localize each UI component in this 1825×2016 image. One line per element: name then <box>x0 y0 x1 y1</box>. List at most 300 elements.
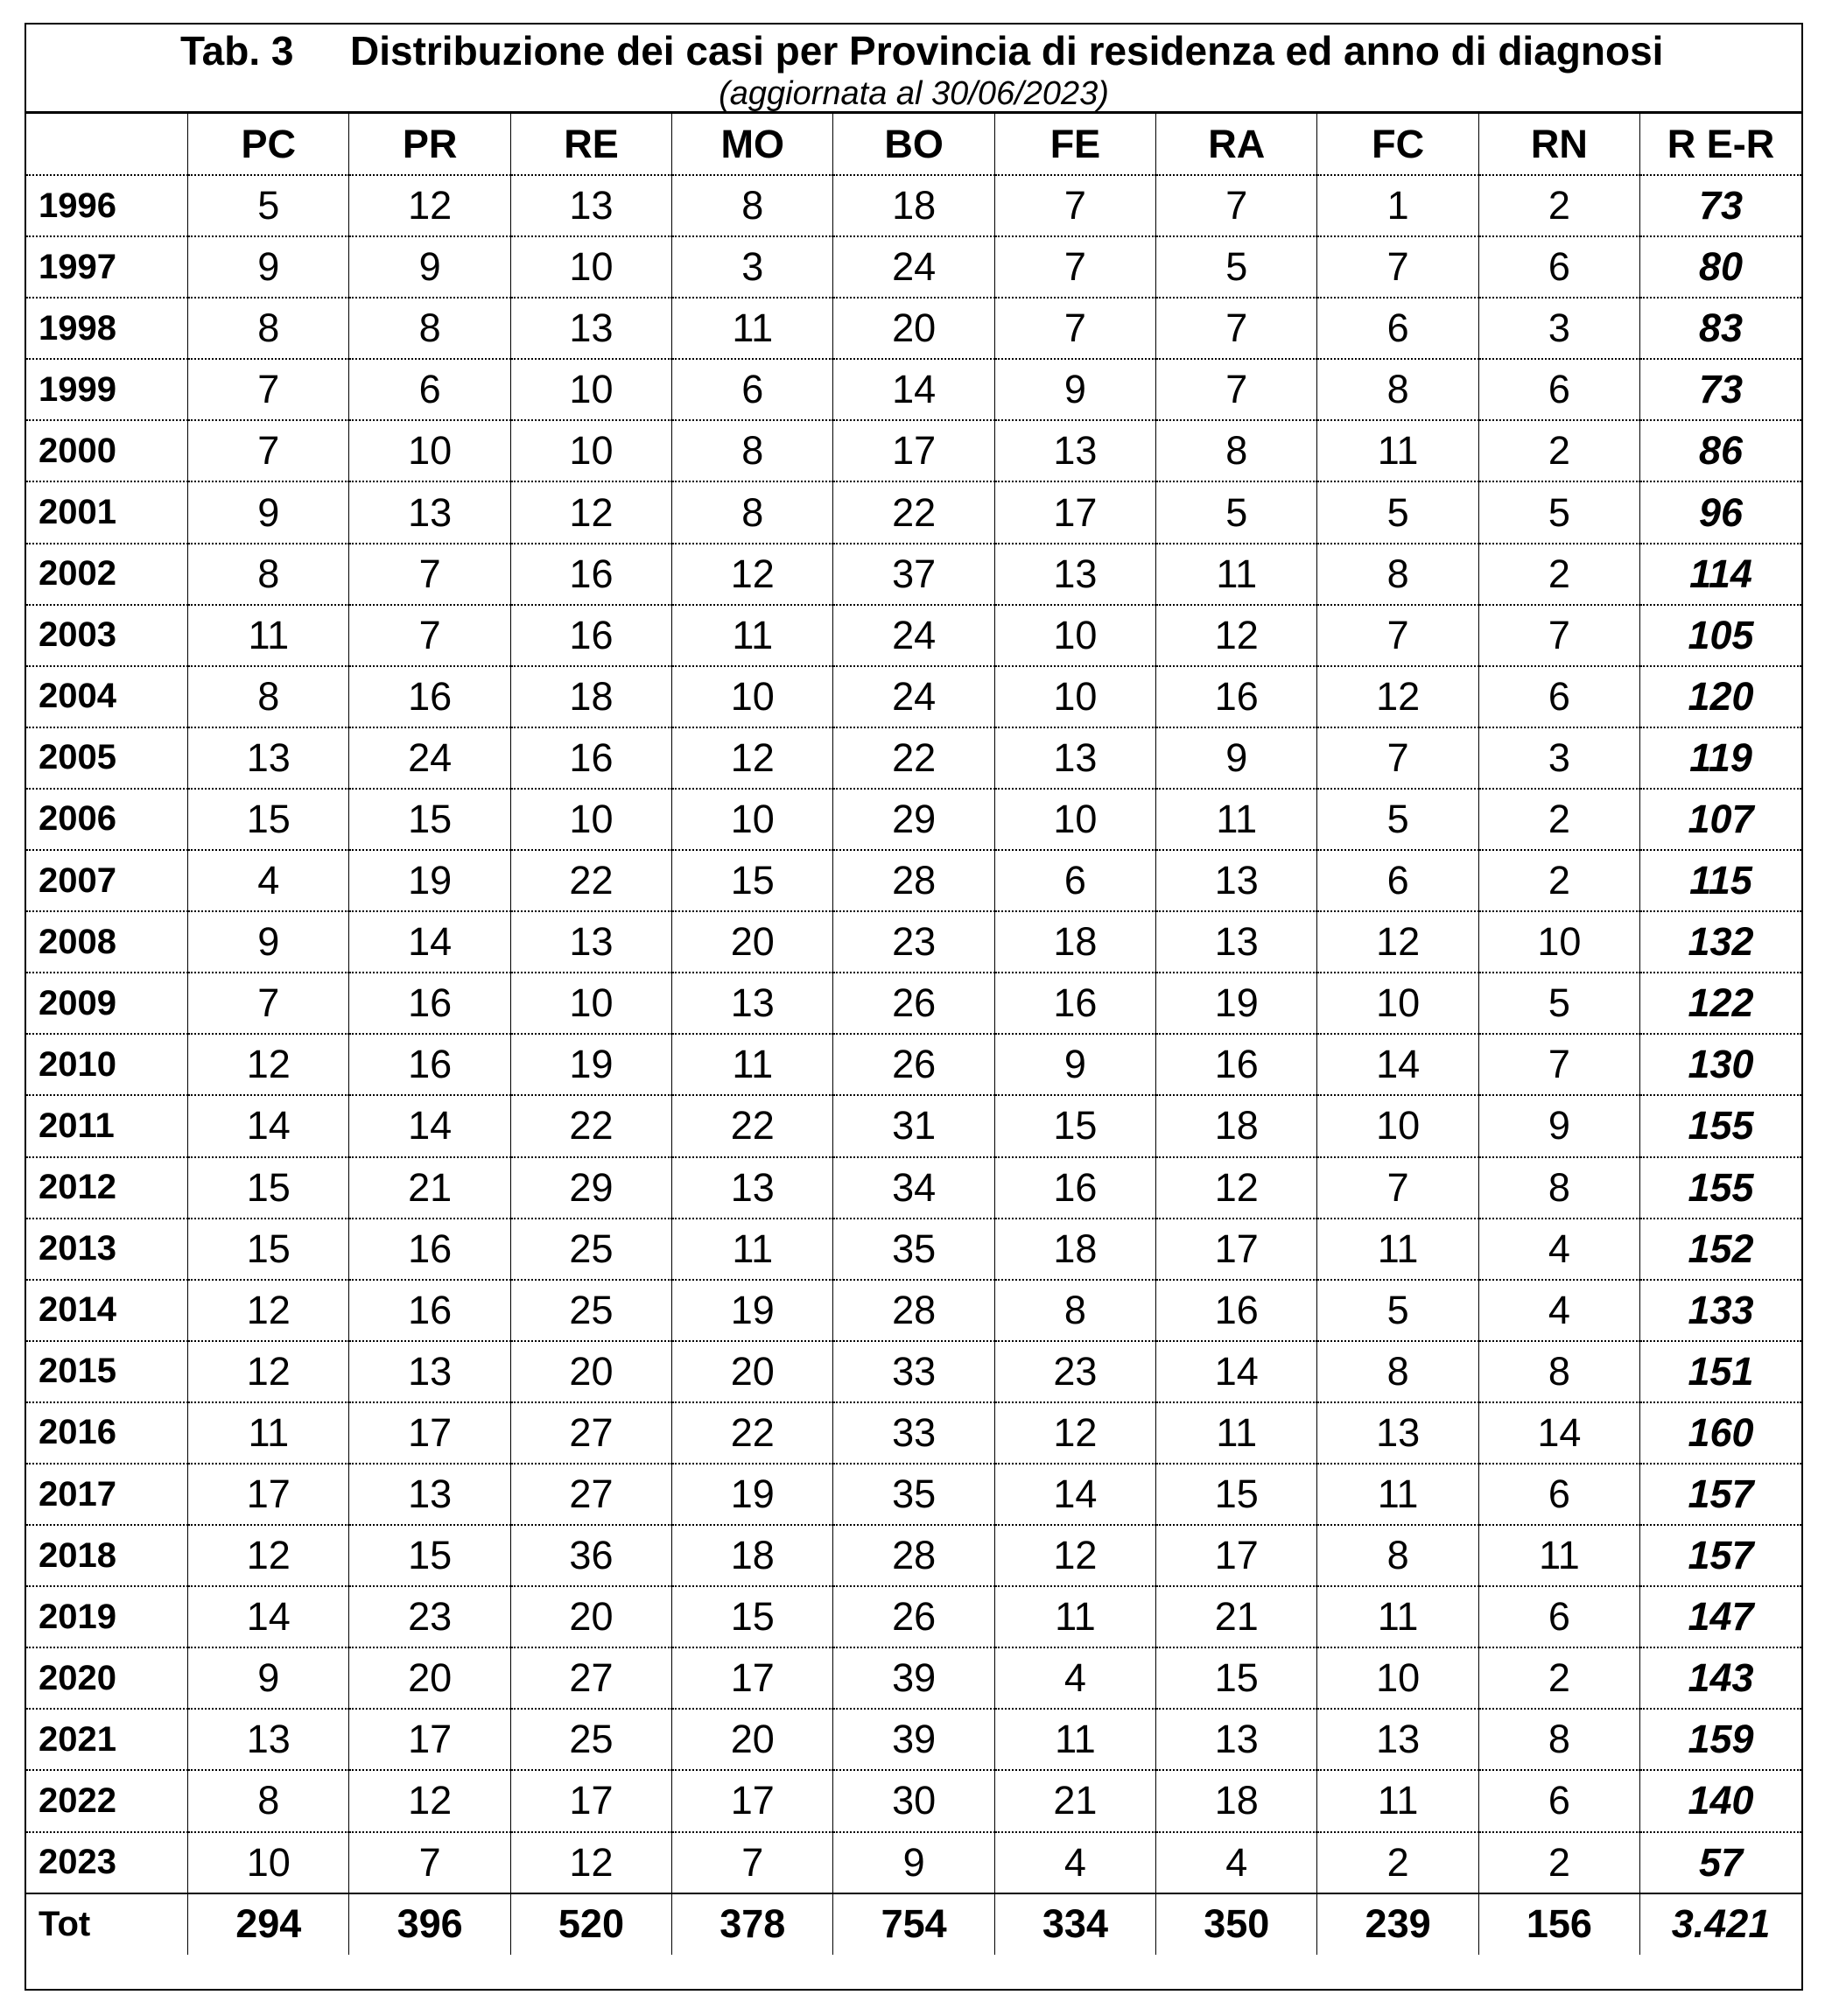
table-cell: 16 <box>349 973 510 1034</box>
table-row <box>26 420 1801 481</box>
table-frame <box>25 23 1803 1991</box>
table-cell: 11 <box>1317 1770 1478 1831</box>
region-total-cell: 160 <box>1640 1402 1801 1464</box>
table-cell: 9 <box>349 236 510 298</box>
table-cell: 13 <box>1317 1402 1478 1464</box>
table-cell: 12 <box>994 1402 1155 1464</box>
table-cell: 20 <box>349 1647 510 1709</box>
table-cell: 7 <box>1156 175 1317 236</box>
table-cell: 20 <box>672 1341 833 1402</box>
table-cell: 31 <box>833 1095 994 1156</box>
region-total-cell: 132 <box>1640 911 1801 973</box>
table-cell: 25 <box>510 1219 671 1280</box>
table-cell: 33 <box>833 1402 994 1464</box>
region-total-cell: 73 <box>1640 359 1801 420</box>
table-row <box>26 1709 1801 1770</box>
table-cell: 8 <box>1478 1341 1639 1402</box>
table-cell: 7 <box>994 175 1155 236</box>
table-cell: 20 <box>672 1709 833 1770</box>
table-cell: 10 <box>994 605 1155 666</box>
table-cell: 39 <box>833 1647 994 1709</box>
table-row <box>26 1280 1801 1341</box>
table-row <box>26 175 1801 236</box>
table-cell: 15 <box>188 789 349 850</box>
table-cell: 24 <box>833 666 994 727</box>
table-cell: 5 <box>1478 973 1639 1034</box>
table-row <box>26 236 1801 298</box>
table-cell: 7 <box>188 359 349 420</box>
year-cell: 2000 <box>26 420 188 481</box>
table-cell: 13 <box>188 1709 349 1770</box>
table-cell: 6 <box>1317 850 1478 911</box>
table-cell: 13 <box>1317 1709 1478 1770</box>
year-cell: 2009 <box>26 973 188 1034</box>
table-cell: 10 <box>510 973 671 1034</box>
table-cell: 8 <box>1478 1709 1639 1770</box>
year-cell: 2012 <box>26 1157 188 1219</box>
table-cell: 34 <box>833 1157 994 1219</box>
table-cell: 15 <box>672 1586 833 1647</box>
table-cell: 17 <box>672 1647 833 1709</box>
table-cell: 11 <box>1156 1402 1317 1464</box>
table-title: Distribuzione dei casi per Provincia di residenza ed anno di diagnosi <box>350 28 1664 74</box>
year-cell: 2005 <box>26 727 188 789</box>
table-cell: 11 <box>994 1709 1155 1770</box>
table-cell: 16 <box>510 605 671 666</box>
table-cell: 11 <box>1156 544 1317 605</box>
table-cell: 11 <box>1156 789 1317 850</box>
year-cell: 2003 <box>26 605 188 666</box>
table-cell: 7 <box>1317 236 1478 298</box>
table-cell: 19 <box>349 850 510 911</box>
table-cell: 11 <box>188 1402 349 1464</box>
table-cell: 7 <box>994 298 1155 359</box>
table-cell: 17 <box>1156 1219 1317 1280</box>
table-cell: 7 <box>349 544 510 605</box>
table-cell: 17 <box>672 1770 833 1831</box>
table-cell: 12 <box>1317 666 1478 727</box>
table-cell: 28 <box>833 850 994 911</box>
table-cell: 8 <box>672 175 833 236</box>
table-cell: 17 <box>1156 1525 1317 1586</box>
table-cell: 14 <box>833 359 994 420</box>
region-total-cell: 151 <box>1640 1341 1801 1402</box>
table-cell: 5 <box>1317 1280 1478 1341</box>
table-cell: 12 <box>1317 911 1478 973</box>
table-cell: 15 <box>349 1525 510 1586</box>
table-cell: 22 <box>510 850 671 911</box>
table-cell: 9 <box>833 1832 994 1893</box>
table-cell: 13 <box>349 1464 510 1525</box>
table-cell: 4 <box>1156 1832 1317 1893</box>
table-cell: 33 <box>833 1341 994 1402</box>
table-cell: 10 <box>994 789 1155 850</box>
column-header: PR <box>349 114 510 175</box>
total-cell: 294 <box>188 1893 349 1955</box>
table-cell: 23 <box>994 1341 1155 1402</box>
total-cell: 350 <box>1156 1893 1317 1955</box>
table-cell: 4 <box>1478 1219 1639 1280</box>
table-cell: 16 <box>1156 666 1317 727</box>
region-total-cell: 147 <box>1640 1586 1801 1647</box>
table-cell: 17 <box>188 1464 349 1525</box>
region-total-cell: 133 <box>1640 1280 1801 1341</box>
table-cell: 13 <box>672 1157 833 1219</box>
table-cell: 4 <box>994 1647 1155 1709</box>
year-cell: 2019 <box>26 1586 188 1647</box>
table-cell: 7 <box>1317 727 1478 789</box>
table-cell: 17 <box>994 481 1155 543</box>
total-cell: 239 <box>1317 1893 1478 1955</box>
table-cell: 24 <box>833 236 994 298</box>
table-cell: 10 <box>510 789 671 850</box>
table-cell: 13 <box>1156 1709 1317 1770</box>
table-cell: 7 <box>1317 1157 1478 1219</box>
table-cell: 16 <box>349 1034 510 1095</box>
table-cell: 14 <box>1317 1034 1478 1095</box>
table-row <box>26 1341 1801 1402</box>
table-cell: 8 <box>188 544 349 605</box>
total-cell: 396 <box>349 1893 510 1955</box>
table-cell: 2 <box>1478 175 1639 236</box>
table-cell: 14 <box>349 911 510 973</box>
table-row <box>26 1525 1801 1586</box>
region-total-cell: 130 <box>1640 1034 1801 1095</box>
table-cell: 12 <box>349 175 510 236</box>
table-cell: 23 <box>833 911 994 973</box>
column-header: FE <box>994 114 1155 175</box>
year-cell: 2014 <box>26 1280 188 1341</box>
table-cell: 2 <box>1478 850 1639 911</box>
region-total-cell: 86 <box>1640 420 1801 481</box>
table-cell: 6 <box>1478 666 1639 727</box>
table-cell: 7 <box>349 1832 510 1893</box>
table-cell: 12 <box>188 1341 349 1402</box>
table-cell: 13 <box>994 544 1155 605</box>
total-row <box>26 1893 1801 1955</box>
table-cell: 14 <box>188 1095 349 1156</box>
table-cell: 28 <box>833 1280 994 1341</box>
table-row <box>26 850 1801 911</box>
table-cell: 13 <box>1156 911 1317 973</box>
year-cell: 1999 <box>26 359 188 420</box>
table-cell: 10 <box>510 420 671 481</box>
table-row <box>26 298 1801 359</box>
region-total-cell: 120 <box>1640 666 1801 727</box>
region-total-cell: 122 <box>1640 973 1801 1034</box>
year-cell: 1998 <box>26 298 188 359</box>
table-cell: 6 <box>349 359 510 420</box>
region-total-cell: 159 <box>1640 1709 1801 1770</box>
table-cell: 3 <box>1478 727 1639 789</box>
table-cell: 11 <box>994 1586 1155 1647</box>
table-row <box>26 1770 1801 1831</box>
year-cell: 2011 <box>26 1095 188 1156</box>
table-cell: 23 <box>349 1586 510 1647</box>
table-cell: 12 <box>1156 1157 1317 1219</box>
year-cell: 2001 <box>26 481 188 543</box>
table-row <box>26 1647 1801 1709</box>
table-row <box>26 544 1801 605</box>
table-cell: 6 <box>1478 1586 1639 1647</box>
table-row <box>26 911 1801 973</box>
table-cell: 35 <box>833 1464 994 1525</box>
table-cell: 12 <box>188 1034 349 1095</box>
table-cell: 22 <box>510 1095 671 1156</box>
table-cell: 16 <box>349 1280 510 1341</box>
table-cell: 35 <box>833 1219 994 1280</box>
title-block <box>26 25 1801 114</box>
region-total-cell: 157 <box>1640 1525 1801 1586</box>
region-total-cell: 96 <box>1640 481 1801 543</box>
table-cell: 37 <box>833 544 994 605</box>
year-cell: 2010 <box>26 1034 188 1095</box>
table-cell: 9 <box>1478 1095 1639 1156</box>
table-cell: 13 <box>188 727 349 789</box>
table-row <box>26 1464 1801 1525</box>
table-cell: 11 <box>672 1219 833 1280</box>
table-cell: 16 <box>994 973 1155 1034</box>
year-cell: 2022 <box>26 1770 188 1831</box>
header-corner-cell <box>26 114 188 175</box>
table-cell: 14 <box>349 1095 510 1156</box>
table-cell: 20 <box>510 1341 671 1402</box>
table-cell: 6 <box>994 850 1155 911</box>
year-cell: 2008 <box>26 911 188 973</box>
table-cell: 30 <box>833 1770 994 1831</box>
table-cell: 19 <box>1156 973 1317 1034</box>
region-total-cell: 83 <box>1640 298 1801 359</box>
table-cell: 18 <box>833 175 994 236</box>
table-cell: 25 <box>510 1709 671 1770</box>
column-header: BO <box>833 114 994 175</box>
table-cell: 12 <box>672 727 833 789</box>
table-cell: 15 <box>1156 1647 1317 1709</box>
region-total-cell: 157 <box>1640 1464 1801 1525</box>
year-cell: 2016 <box>26 1402 188 1464</box>
table-cell: 18 <box>672 1525 833 1586</box>
table-cell: 10 <box>994 666 1155 727</box>
year-cell: 2021 <box>26 1709 188 1770</box>
table-cell: 11 <box>1317 1219 1478 1280</box>
year-cell: 2013 <box>26 1219 188 1280</box>
table-cell: 5 <box>1317 789 1478 850</box>
column-header: PC <box>188 114 349 175</box>
year-cell: 2018 <box>26 1525 188 1586</box>
region-total-cell: 80 <box>1640 236 1801 298</box>
table-row <box>26 727 1801 789</box>
table-cell: 21 <box>349 1157 510 1219</box>
table-cell: 8 <box>188 666 349 727</box>
column-header: RN <box>1478 114 1639 175</box>
table-cell: 13 <box>994 727 1155 789</box>
table-row <box>26 1157 1801 1219</box>
table-cell: 8 <box>1317 1341 1478 1402</box>
table-cell: 21 <box>994 1770 1155 1831</box>
year-cell: 1996 <box>26 175 188 236</box>
table-cell: 12 <box>1156 605 1317 666</box>
table-row <box>26 605 1801 666</box>
table-cell: 11 <box>188 605 349 666</box>
table-row <box>26 1034 1801 1095</box>
table-cell: 7 <box>1156 298 1317 359</box>
table-cell: 8 <box>188 1770 349 1831</box>
table-cell: 5 <box>1156 481 1317 543</box>
table-subtitle: (aggiornata al 30/06/2023) <box>719 75 1109 112</box>
region-total-cell: 119 <box>1640 727 1801 789</box>
table-cell: 7 <box>188 420 349 481</box>
year-cell: 2007 <box>26 850 188 911</box>
table-row <box>26 789 1801 850</box>
table-cell: 13 <box>510 298 671 359</box>
column-header: FC <box>1317 114 1478 175</box>
table-row <box>26 1219 1801 1280</box>
table-cell: 6 <box>672 359 833 420</box>
table-cell: 14 <box>1478 1402 1639 1464</box>
table-cell: 13 <box>510 175 671 236</box>
table-cell: 15 <box>188 1219 349 1280</box>
table-cell: 25 <box>510 1280 671 1341</box>
region-total-cell: 115 <box>1640 850 1801 911</box>
table-cell: 8 <box>1156 420 1317 481</box>
table-cell: 22 <box>672 1402 833 1464</box>
table-cell: 28 <box>833 1525 994 1586</box>
table-cell: 20 <box>833 298 994 359</box>
table-cell: 22 <box>833 727 994 789</box>
table-cell: 12 <box>188 1280 349 1341</box>
table-cell: 12 <box>994 1525 1155 1586</box>
table-cell: 19 <box>672 1280 833 1341</box>
table-cell: 13 <box>349 481 510 543</box>
table-cell: 10 <box>349 420 510 481</box>
table-row <box>26 481 1801 543</box>
table-cell: 10 <box>1317 1095 1478 1156</box>
total-cell: 156 <box>1478 1893 1639 1955</box>
region-total-cell: 57 <box>1640 1832 1801 1893</box>
year-cell: 2002 <box>26 544 188 605</box>
column-header: MO <box>672 114 833 175</box>
table-cell: 7 <box>672 1832 833 1893</box>
table-cell: 9 <box>188 481 349 543</box>
table-cell: 22 <box>833 481 994 543</box>
table-cell: 16 <box>1156 1034 1317 1095</box>
table-cell: 11 <box>1478 1525 1639 1586</box>
table-cell: 8 <box>1478 1157 1639 1219</box>
table-cell: 27 <box>510 1464 671 1525</box>
table-cell: 6 <box>1317 298 1478 359</box>
year-cell: 2023 <box>26 1832 188 1893</box>
table-cell: 27 <box>510 1402 671 1464</box>
region-total-cell: 155 <box>1640 1095 1801 1156</box>
table-cell: 13 <box>349 1341 510 1402</box>
table-cell: 7 <box>1156 359 1317 420</box>
table-cell: 15 <box>349 789 510 850</box>
table-cell: 18 <box>510 666 671 727</box>
region-total-cell: 152 <box>1640 1219 1801 1280</box>
table-cell: 11 <box>672 1034 833 1095</box>
table-row <box>26 1402 1801 1464</box>
grand-total-cell: 3.421 <box>1640 1893 1801 1955</box>
table-cell: 6 <box>1478 1770 1639 1831</box>
cases-table <box>26 114 1801 1955</box>
table-cell: 1 <box>1317 175 1478 236</box>
table-cell: 18 <box>1156 1770 1317 1831</box>
year-cell: 1997 <box>26 236 188 298</box>
year-cell: 2015 <box>26 1341 188 1402</box>
table-cell: 21 <box>1156 1586 1317 1647</box>
table-cell: 15 <box>672 850 833 911</box>
table-row <box>26 359 1801 420</box>
table-cell: 6 <box>1478 359 1639 420</box>
table-cell: 10 <box>672 789 833 850</box>
table-cell: 29 <box>833 789 994 850</box>
table-cell: 20 <box>510 1586 671 1647</box>
table-row <box>26 1586 1801 1647</box>
region-total-cell: 114 <box>1640 544 1801 605</box>
table-cell: 11 <box>1317 1586 1478 1647</box>
table-cell: 8 <box>994 1280 1155 1341</box>
table-cell: 17 <box>349 1709 510 1770</box>
region-total-cell: 155 <box>1640 1157 1801 1219</box>
table-cell: 7 <box>1478 605 1639 666</box>
table-cell: 4 <box>994 1832 1155 1893</box>
table-cell: 10 <box>1478 911 1639 973</box>
table-cell: 8 <box>672 481 833 543</box>
table-cell: 15 <box>188 1157 349 1219</box>
table-row <box>26 1095 1801 1156</box>
table-cell: 3 <box>1478 298 1639 359</box>
region-total-cell: 140 <box>1640 1770 1801 1831</box>
year-cell: 2020 <box>26 1647 188 1709</box>
table-cell: 13 <box>1156 850 1317 911</box>
table-cell: 29 <box>510 1157 671 1219</box>
table-cell: 7 <box>349 605 510 666</box>
table-cell: 11 <box>672 605 833 666</box>
region-total-cell: 143 <box>1640 1647 1801 1709</box>
table-cell: 15 <box>994 1095 1155 1156</box>
table-cell: 18 <box>994 1219 1155 1280</box>
table-cell: 2 <box>1478 420 1639 481</box>
table-cell: 9 <box>188 911 349 973</box>
total-cell: 520 <box>510 1893 671 1955</box>
table-cell: 22 <box>672 1095 833 1156</box>
table-row <box>26 973 1801 1034</box>
table-cell: 7 <box>1478 1034 1639 1095</box>
table-cell: 8 <box>188 298 349 359</box>
table-cell: 10 <box>672 666 833 727</box>
region-total-cell: 73 <box>1640 175 1801 236</box>
table-cell: 5 <box>1478 481 1639 543</box>
table-cell: 12 <box>188 1525 349 1586</box>
table-cell: 13 <box>994 420 1155 481</box>
table-cell: 2 <box>1478 789 1639 850</box>
table-cell: 11 <box>672 298 833 359</box>
table-cell: 18 <box>994 911 1155 973</box>
table-row <box>26 1832 1801 1893</box>
table-cell: 36 <box>510 1525 671 1586</box>
table-cell: 15 <box>1156 1464 1317 1525</box>
column-header: RA <box>1156 114 1317 175</box>
table-cell: 8 <box>1317 359 1478 420</box>
table-cell: 9 <box>188 1647 349 1709</box>
year-cell: 2004 <box>26 666 188 727</box>
table-cell: 8 <box>349 298 510 359</box>
table-cell: 9 <box>188 236 349 298</box>
table-cell: 10 <box>1317 1647 1478 1709</box>
table-cell: 20 <box>672 911 833 973</box>
table-cell: 12 <box>510 1832 671 1893</box>
region-total-cell: 105 <box>1640 605 1801 666</box>
